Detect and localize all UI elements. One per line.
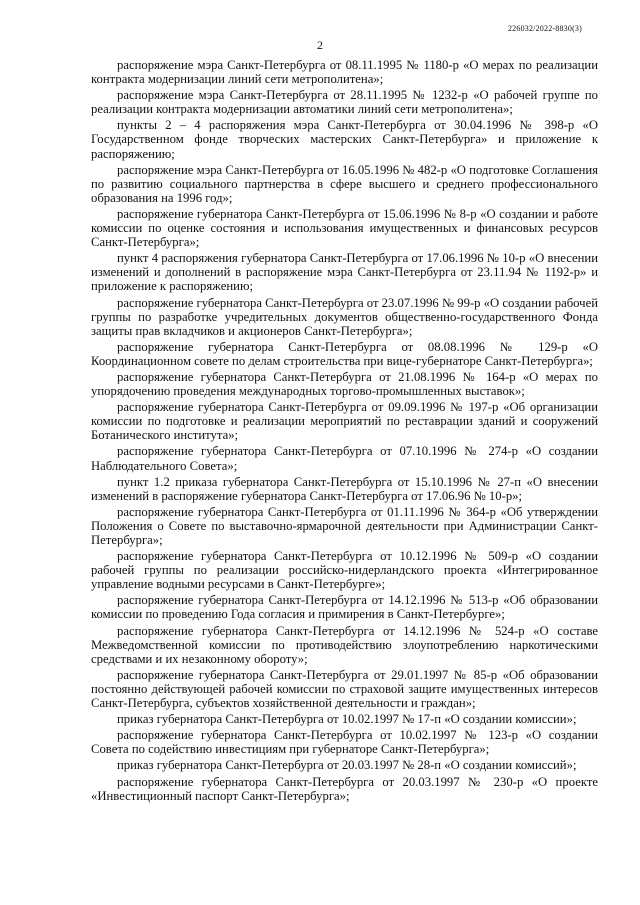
page-number: 2: [317, 38, 323, 52]
paragraph: распоряжение губернатора Санкт-Петербурга от 14.12.1996 № 513-р «Об образовании комиссии по проведению Года согласия и примирения в Санкт-Петербурге»;: [91, 593, 598, 622]
paragraph: распоряжение губернатора Санкт-Петербурга от 20.03.1997 № 230-р «О проекте «Инвестиционный паспорт Санкт-Петербурга»;: [91, 774, 598, 803]
paragraph: распоряжение мэра Санкт-Петербурга от 08.11.1995 № 1180-р «О мерах по реализации контракта модернизации линий сети метрополитена»;: [91, 58, 598, 87]
paragraph: приказ губернатора Санкт-Петербурга от 20.03.1997 № 28-п «О создании комиссий»;: [117, 758, 577, 773]
paragraph: распоряжение губернатора Санкт-Петербурга от 15.06.1996 № 8-р «О создании и работе комиссии по оценке состояния и использования имущественных и финансовых ресурсов Санкт-Петербурга»;: [91, 206, 598, 250]
paragraph: распоряжение губернатора Санкт-Петербурга от 10.02.1997 № 123-р «О создании Совета по содействию инвестициям при губернаторе Санкт-Петербурга»;: [91, 728, 598, 757]
paragraph: распоряжение губернатора Санкт-Петербурга от 09.09.1996 № 197-р «Об организации комиссии по подготовке и реализации мероприятий по реставрации зданий и сооружений Ботанического института»;: [91, 400, 598, 443]
paragraph: пункт 1.2 приказа губернатора Санкт-Петербурга от 15.10.1996 № 27-п «О внесении изменений в распоряжение губернатора Санкт-Петербурга от 17.06.96 № 10-р»;: [91, 474, 598, 503]
paragraph: приказ губернатора Санкт-Петербурга от 10.02.1997 № 17-п «О создании комиссии»;: [117, 712, 577, 727]
paragraph: распоряжение мэра Санкт-Петербурга от 16.05.1996 № 482-р «О подготовке Соглашения по развитию социального партнерства в сфере высшего и среднего профессионального образования на 1996 год»;: [91, 162, 598, 205]
paragraph: распоряжение губернатора Санкт-Петербурга от 14.12.1996 № 524-р «О составе Межведомственной комиссии по противодействию злоупотреблению наркотическими средствами и их незаконному обороту»;: [91, 623, 598, 666]
paragraph: пункт 4 распоряжения губернатора Санкт-Петербурга от 17.06.1996 № 10-р «О внесении изменений и дополнений в распоряжение мэра Санкт-Петербурга от 23.11.94 № 1192-р» и приложение к распоряжению;: [91, 251, 598, 294]
paragraph: пункты 2 – 4 распоряжения мэра Санкт-Петербурга от 30.04.1996 № 398-р «О Государственном фонде творческих мастерских Санкт-Петербурга» и приложение к распоряжению;: [91, 118, 598, 161]
document-id: 226032/2022-8830(3): [507, 24, 582, 33]
document-body: [91, 58, 598, 805]
paragraph: распоряжение губернатора Санкт-Петербурга от 07.10.1996 № 274-р «О создании Наблюдательного Совета»;: [91, 444, 598, 473]
paragraph: распоряжение губернатора Санкт-Петербурга от 01.11.1996 № 364-р «Об утверждении Положения о Совете по выставочно-ярмарочной деятельности при Администрации Санкт-Петербурга»;: [91, 504, 598, 547]
paragraph: распоряжение губернатора Санкт-Петербурга от 23.07.1996 № 99-р «О создании рабочей группы по разработке учредительных документов общественно-государственного Фонда защиты прав вкладчиков и акционеров Санкт-Петербурга»;: [91, 295, 598, 338]
paragraph: распоряжение губернатора Санкт-Петербурга от 29.01.1997 № 85-р «Об образовании постоянно действующей рабочей комиссии по страховой защите имущественных интересов Санкт-Петербурга, субъектов хозяйственной деятельности и граждан»;: [91, 667, 598, 711]
paragraph: распоряжение губернатора Санкт-Петербурга от 10.12.1996 № 509-р «О создании рабочей группы по реализации российско-нидерландского проекта «Интегрированное управление водными ресурсами в Санкт-Петербурге»;: [91, 549, 598, 592]
paragraph: распоряжение мэра Санкт-Петербурга от 28.11.1995 № 1232-р «О рабочей группе по реализации контракта модернизации автоматики линий сети метрополитена»;: [91, 88, 598, 117]
paragraph: распоряжение губернатора Санкт-Петербурга от 08.08.1996 № 129-р «О Координационном совете по делам строительства при вице-губернаторе Санкт-Петербурга»;: [91, 339, 598, 368]
paragraph: распоряжение губернатора Санкт-Петербурга от 21.08.1996 № 164-р «О мерах по упорядочению проведения международных торгово-промышленных выставок»;: [91, 369, 598, 399]
